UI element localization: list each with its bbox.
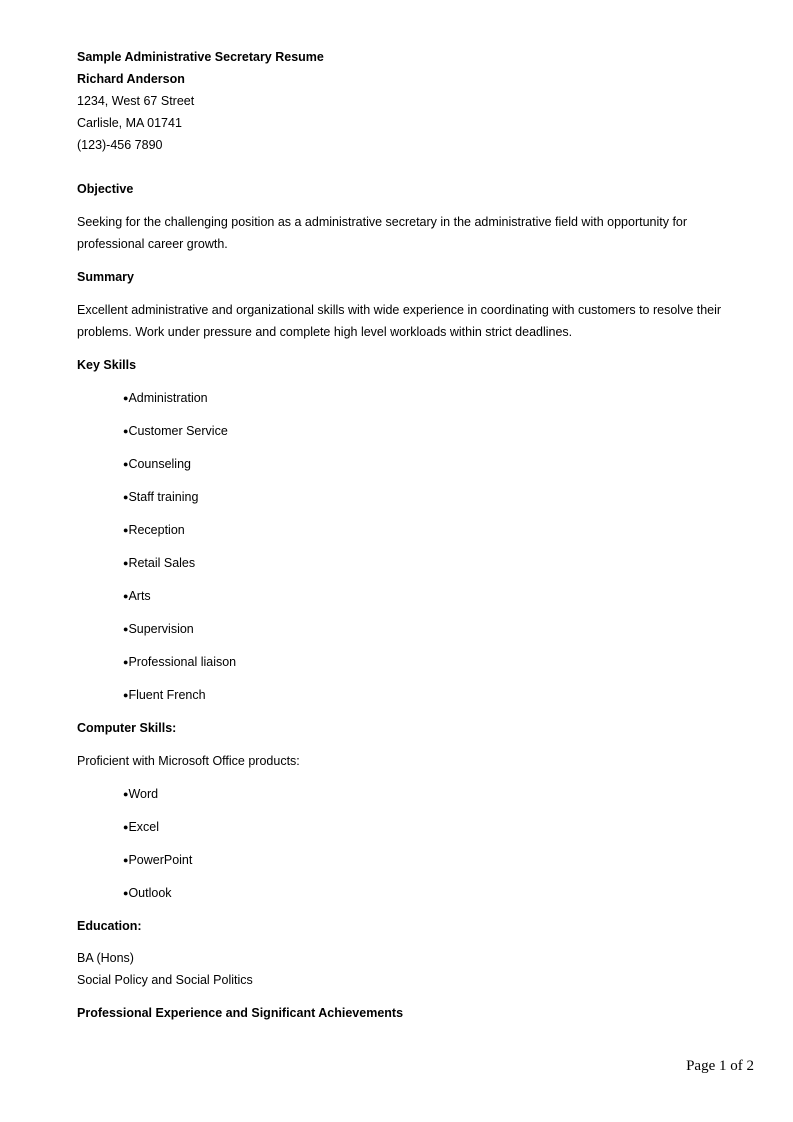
computer-skills-intro: Proficient with Microsoft Office products:: [77, 754, 300, 768]
key-skills-heading: Key Skills: [77, 358, 137, 372]
computer-skills-heading: Computer Skills:: [77, 721, 177, 735]
bullet-icon: ●: [123, 492, 129, 502]
list-item: ●Arts: [123, 589, 151, 603]
bullet-icon: ●: [123, 558, 129, 568]
computer-skills-list: [77, 783, 757, 904]
page-number: Page 1 of 2: [686, 1058, 754, 1074]
address-line-1: 1234, West 67 Street: [77, 94, 195, 108]
experience-heading: Professional Experience and Significant Achievements: [77, 1006, 404, 1020]
bullet-icon: ●: [123, 591, 129, 601]
list-item: ●Staff training: [123, 490, 199, 504]
bullet-icon: ●: [123, 888, 129, 898]
list-item: ●Fluent French: [123, 688, 206, 702]
education-field: Social Policy and Social Politics: [77, 973, 253, 987]
bullet-icon: ●: [123, 855, 129, 865]
summary-heading: Summary: [77, 270, 134, 284]
list-item: ●Retail Sales: [123, 556, 196, 570]
document-title: Sample Administrative Secretary Resume: [77, 50, 324, 64]
bullet-icon: ●: [123, 657, 129, 667]
key-skills-list: [77, 387, 757, 706]
list-item: ●Counseling: [123, 457, 191, 471]
bullet-icon: ●: [123, 393, 129, 403]
education-degree: BA (Hons): [77, 951, 134, 965]
list-item: ●Supervision: [123, 622, 194, 636]
list-item: ●Excel: [123, 820, 160, 834]
bullet-icon: ●: [123, 624, 129, 634]
objective-heading: Objective: [77, 182, 134, 196]
list-item: ●Customer Service: [123, 424, 228, 438]
address-line-2: Carlisle, MA 01741: [77, 116, 182, 130]
bullet-icon: ●: [123, 459, 129, 469]
phone-number: (123)-456 7890: [77, 138, 163, 152]
bullet-icon: ●: [123, 789, 129, 799]
list-item: ●Word: [123, 787, 159, 801]
list-item: ●Professional liaison: [123, 655, 237, 669]
bullet-icon: ●: [123, 426, 129, 436]
resume-page: [77, 46, 757, 1035]
candidate-name: Richard Anderson: [77, 72, 185, 86]
objective-text: Seeking for the challenging position as a administrative secretary in the administrative field with opportunity for professional career growth.: [77, 215, 688, 251]
list-item: ●Outlook: [123, 886, 172, 900]
list-item: ●PowerPoint: [123, 853, 193, 867]
summary-text: Excellent administrative and organizational skills with wide experience in coordinating with customers to resolve their problems. Work under pressure and complete high level workloads within strict deadlines.: [77, 303, 722, 339]
education-heading: Education:: [77, 919, 142, 933]
list-item: ●Administration: [123, 391, 208, 405]
list-item: ●Reception: [123, 523, 185, 537]
bullet-icon: ●: [123, 822, 129, 832]
bullet-icon: ●: [123, 690, 129, 700]
bullet-icon: ●: [123, 525, 129, 535]
